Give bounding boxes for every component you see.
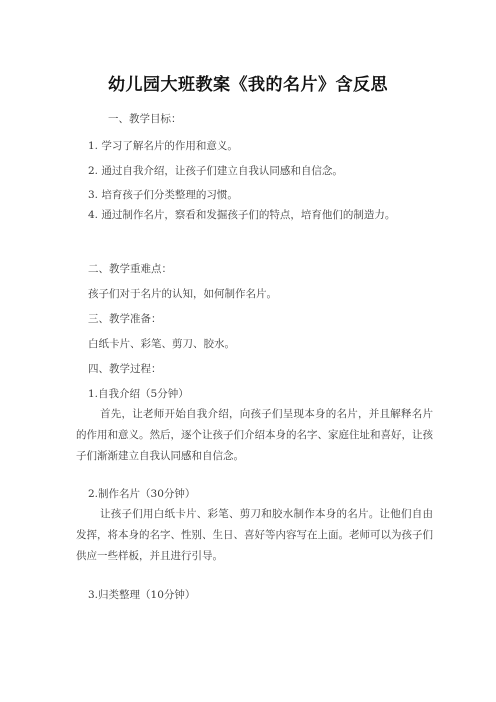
preparation-text: 白纸卡片、彩笔、剪刀、胶水。: [88, 338, 235, 350]
section-heading-process: 四、教学过程：: [88, 363, 162, 375]
step-2-heading: 2.制作名片（30分钟）: [88, 488, 196, 500]
step-2-paragraph: 让孩子们用白纸卡片、彩笔、剪刀和胶水制作本身的名片。让他们自由发挥，将本身的名字、性别、生日、喜好等内容写在上面。老师可以为孩子们供应一些样板，并且进行引导。: [76, 508, 433, 562]
step-3-heading: 3.归类整理（10分钟）: [88, 589, 196, 601]
step-1-heading: 1.自我介绍（5分钟）: [88, 388, 189, 400]
objective-item-4: 4. 通过制作名片，察看和发掘孩子们的特点，培育他们的制造力。: [88, 209, 396, 221]
document-title: 幼儿园大班教案《我的名片》含反思: [108, 75, 388, 95]
objective-item-2: 2. 通过自我介绍，让孩子们建立自我认同感和自信念。: [88, 165, 343, 177]
section-heading-objectives: 一、教学目标：: [108, 113, 182, 125]
key-points-text: 孩子们对于名片的认知，如何制作名片。: [88, 288, 277, 300]
objective-item-3: 3. 培育孩子们分类整理的习惯。: [88, 189, 238, 201]
objective-item-1: 1. 学习了解名片的作用和意义。: [88, 140, 238, 152]
step-1-paragraph: 首先，让老师开始自我介绍，向孩子们呈现本身的名片，并且解释名片的作用和意义。然后，逐个让孩子们介绍本身的名字、家庭住址和喜好，让孩子们渐渐建立自我认同感和自信念。: [76, 408, 433, 462]
section-heading-key-points: 二、教学重难点：: [88, 263, 172, 275]
section-heading-preparation: 三、教学准备：: [88, 313, 162, 325]
